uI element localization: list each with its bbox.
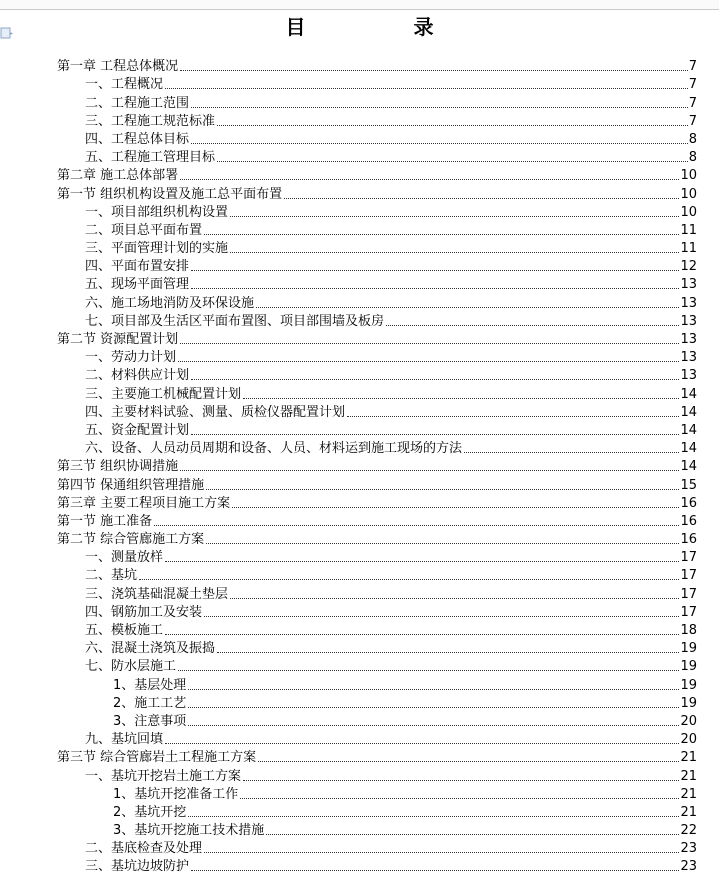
toc-entry-label: 二、项目总平面布置 xyxy=(85,222,203,238)
toc-entry[interactable] xyxy=(57,165,697,183)
toc-entry-label: 三、基坑边坡防护 xyxy=(85,859,190,875)
toc-entry[interactable] xyxy=(57,838,697,856)
toc-entry-label: 二、基底检查及处理 xyxy=(85,841,203,857)
dot-leader xyxy=(191,143,688,144)
toc-entry-label: 第二节 资源配置计划 xyxy=(57,332,179,347)
toc-entry-page-number: 19 xyxy=(680,659,697,675)
toc-entry-page-number: 23 xyxy=(680,859,697,875)
toc-entry-page-number: 8 xyxy=(688,131,697,147)
toc-entry[interactable] xyxy=(57,511,697,529)
toc-entry-label: 二、工程施工范围 xyxy=(85,95,190,111)
toc-entry-label: 四、平面布置安排 xyxy=(85,259,190,275)
toc-entry[interactable] xyxy=(57,493,697,511)
toc-entry-page-number: 17 xyxy=(680,550,697,566)
toc-entry[interactable] xyxy=(57,602,697,620)
toc-entry-label: 3、基坑开挖施工技术措施 xyxy=(113,823,265,839)
toc-entry[interactable] xyxy=(57,765,697,783)
toc-entry[interactable] xyxy=(57,74,697,92)
toc-entry[interactable] xyxy=(57,711,697,729)
toc-entry-label: 一、劳动力计划 xyxy=(85,350,177,366)
toc-entry-label: 第四节 保通组织管理措施 xyxy=(57,477,205,493)
toc-entry-page-number: 10 xyxy=(680,168,697,184)
toc-entry-label: 二、基坑 xyxy=(85,568,138,584)
dot-leader xyxy=(206,489,679,490)
toc-entry[interactable] xyxy=(57,111,697,129)
toc-entry-page-number: 21 xyxy=(680,768,697,784)
toc-entry-label: 四、主要材料试验、测量、质检仪器配置计划 xyxy=(85,404,346,420)
dot-leader xyxy=(178,670,679,671)
dot-leader xyxy=(217,125,688,126)
toc-entry[interactable] xyxy=(57,456,697,474)
toc-entry-page-number: 8 xyxy=(688,150,697,166)
dot-leader xyxy=(180,70,688,71)
toc-entry[interactable] xyxy=(57,638,697,656)
toc-entry-label: 四、工程总体目标 xyxy=(85,131,190,147)
toc-entry-label: 2、基坑开挖 xyxy=(113,804,187,820)
toc-entry[interactable] xyxy=(57,329,697,347)
toc-entry[interactable] xyxy=(57,820,697,838)
toc-entry-label: 一、基坑开挖岩土施工方案 xyxy=(85,768,242,784)
dot-leader xyxy=(188,689,679,690)
dot-leader xyxy=(191,434,679,435)
toc-entry[interactable] xyxy=(57,129,697,147)
dot-leader xyxy=(230,598,679,599)
dot-leader xyxy=(386,325,679,326)
dot-leader xyxy=(165,743,679,744)
toc-entry-page-number: 20 xyxy=(680,713,697,729)
toc-entry-page-number: 13 xyxy=(680,332,697,347)
toc-entry-label: 第三章 主要工程项目施工方案 xyxy=(57,495,231,511)
toc-entry-page-number: 13 xyxy=(680,350,697,366)
toc-entry[interactable] xyxy=(57,202,697,220)
toc-entry-page-number: 7 xyxy=(688,113,697,129)
toc-entry-label: 一、测量放样 xyxy=(85,550,164,566)
toc-entry-page-number: 17 xyxy=(680,604,697,620)
toc-entry-page-number: 19 xyxy=(680,641,697,657)
toc-entry-page-number: 12 xyxy=(680,259,697,275)
toc-entry[interactable] xyxy=(57,220,697,238)
toc-entry-page-number: 16 xyxy=(680,513,697,529)
dot-leader xyxy=(188,725,679,726)
dot-leader xyxy=(284,198,679,199)
toc-entry-label: 1、基层处理 xyxy=(113,677,187,693)
dot-leader xyxy=(180,343,679,344)
toc-entry-page-number: 10 xyxy=(680,204,697,220)
toc-entry[interactable] xyxy=(57,529,697,547)
toc-entry[interactable] xyxy=(57,674,697,692)
dot-leader xyxy=(256,307,679,308)
dot-leader xyxy=(266,834,679,835)
toc-entry[interactable] xyxy=(57,311,697,329)
toc-entry-label: 第一章 工程总体概况 xyxy=(57,59,179,75)
toc-entry-label: 七、项目部及生活区平面布置图、项目部围墙及板房 xyxy=(85,313,385,329)
toc-entry-label: 三、工程施工规范标准 xyxy=(85,113,216,129)
dot-leader xyxy=(188,816,679,817)
toc-entry-page-number: 7 xyxy=(688,59,697,75)
dot-leader xyxy=(178,361,679,362)
dot-leader xyxy=(347,416,679,417)
toc-entry-label: 四、钢筋加工及安装 xyxy=(85,604,203,620)
toc-entry-page-number: 18 xyxy=(680,623,697,638)
toc-entry-label: 2、施工工艺 xyxy=(113,695,187,711)
toc-entry[interactable] xyxy=(57,784,697,802)
toc-entry[interactable] xyxy=(57,183,697,201)
toc-entry-page-number: 7 xyxy=(688,95,697,111)
toc-entry-page-number: 11 xyxy=(680,222,697,238)
toc-entry[interactable] xyxy=(57,656,697,674)
toc-entry[interactable] xyxy=(57,565,697,583)
dot-leader xyxy=(165,88,688,89)
dot-leader xyxy=(154,525,679,526)
dot-leader xyxy=(204,852,679,853)
dot-leader xyxy=(139,579,679,580)
toc-entry-page-number: 15 xyxy=(680,477,697,493)
toc-entry-page-number: 20 xyxy=(680,732,697,748)
toc-entry-page-number: 13 xyxy=(680,313,697,329)
dot-leader xyxy=(188,707,679,708)
toc-entry[interactable] xyxy=(57,547,697,565)
toc-entry[interactable] xyxy=(57,747,697,765)
toc-entry-label: 六、混凝土浇筑及振捣 xyxy=(85,641,216,657)
toc-entry-label: 九、基坑回填 xyxy=(85,732,164,748)
toc-entry[interactable] xyxy=(57,802,697,820)
dot-leader xyxy=(191,288,679,289)
toc-entry-label: 三、平面管理计划的实施 xyxy=(85,241,229,257)
dot-leader xyxy=(258,761,679,762)
dot-leader xyxy=(230,252,679,253)
dot-leader xyxy=(204,616,679,617)
dot-leader xyxy=(191,270,679,271)
dot-leader xyxy=(217,652,679,653)
toc-entry[interactable] xyxy=(57,402,697,420)
toc-entry-label: 六、施工场地消防及环保设施 xyxy=(85,295,255,311)
toc-entry-page-number: 10 xyxy=(680,186,697,202)
toc-entry-label: 第一节 施工准备 xyxy=(57,513,153,529)
dot-leader xyxy=(230,216,679,217)
toc-entry-page-number: 17 xyxy=(680,568,697,584)
toc-entry-label: 六、设备、人员动员周期和设备、人员、材料运到施工现场的方法 xyxy=(85,441,463,457)
toc-entry-page-number: 11 xyxy=(680,241,697,257)
dot-leader xyxy=(243,780,679,781)
toc-entry-page-number: 13 xyxy=(680,368,697,384)
toc-entry[interactable] xyxy=(57,365,697,383)
toc-entry-label: 五、模板施工 xyxy=(85,623,164,638)
toc-entry-label: 1、基坑开挖准备工作 xyxy=(113,786,239,802)
toc-entry-label: 一、工程概况 xyxy=(85,77,164,93)
toc-entry-label: 五、工程施工管理目标 xyxy=(85,150,216,166)
toc-entry-page-number: 22 xyxy=(680,823,697,839)
toc-entry-page-number: 7 xyxy=(688,77,697,93)
toc-entry[interactable] xyxy=(57,729,697,747)
toc-entry[interactable] xyxy=(57,693,697,711)
toc-entry-page-number: 17 xyxy=(680,586,697,602)
dot-leader xyxy=(232,507,679,508)
dot-leader xyxy=(180,179,679,180)
toc-entry[interactable] xyxy=(57,474,697,492)
toc-entry-page-number: 21 xyxy=(680,786,697,802)
toc-entry-page-number: 21 xyxy=(680,750,697,766)
toc-entry-label: 三、主要施工机械配置计划 xyxy=(85,386,242,402)
toc-entry-label: 第二节 综合管廊施工方案 xyxy=(57,532,205,548)
toc-entry-page-number: 16 xyxy=(680,495,697,511)
dot-leader xyxy=(206,543,679,544)
dot-leader xyxy=(204,234,679,235)
toc-entry-page-number: 14 xyxy=(680,404,697,420)
toc-entry-page-number: 13 xyxy=(680,277,697,293)
dot-leader xyxy=(243,398,679,399)
toc-entry[interactable] xyxy=(57,856,697,874)
dot-leader xyxy=(191,870,679,871)
toc-entry-page-number: 14 xyxy=(680,441,697,457)
toc-entry[interactable] xyxy=(57,583,697,601)
toc-entry-label: 第二章 施工总体部署 xyxy=(57,168,179,184)
dot-leader xyxy=(240,798,679,799)
toc-entry-label: 第三节 组织协调措施 xyxy=(57,459,179,475)
dot-leader xyxy=(217,161,688,162)
toc-entry[interactable] xyxy=(57,256,697,274)
toc-entry-label: 三、浇筑基础混凝土垫层 xyxy=(85,586,229,602)
toc-entry[interactable] xyxy=(57,420,697,438)
toc-entry[interactable] xyxy=(57,347,697,365)
toc-entry-label: 3、注意事项 xyxy=(113,713,187,729)
toc-entry[interactable] xyxy=(57,147,697,165)
dot-leader xyxy=(464,452,679,453)
toc-entry-page-number: 19 xyxy=(680,695,697,711)
dot-leader xyxy=(191,107,688,108)
toc-entry-page-number: 14 xyxy=(680,422,697,438)
toc-entry-label: 七、防水层施工 xyxy=(85,659,177,675)
toc-entry-label: 五、现场平面管理 xyxy=(85,277,190,293)
toc-entry[interactable] xyxy=(57,274,697,292)
toc-entry[interactable] xyxy=(57,383,697,401)
toc-entry[interactable] xyxy=(57,238,697,256)
toc-entry[interactable] xyxy=(57,56,697,74)
window-top-strip xyxy=(0,0,719,10)
toc-entry-label: 一、项目部组织机构设置 xyxy=(85,204,229,220)
toc-entry-label: 第一节 组织机构设置及施工总平面布置 xyxy=(57,186,283,202)
dot-leader xyxy=(180,470,679,471)
toc-entry-page-number: 19 xyxy=(680,677,697,693)
toc-entry[interactable] xyxy=(57,438,697,456)
toc-entry-page-number: 16 xyxy=(680,532,697,548)
page-title: 目 录 xyxy=(285,15,478,39)
toc-entry-page-number: 14 xyxy=(680,459,697,475)
toc-entry-page-number: 21 xyxy=(680,804,697,820)
toc-entry-page-number: 13 xyxy=(680,295,697,311)
toc-entry-page-number: 23 xyxy=(680,841,697,857)
table-of-contents xyxy=(57,56,697,874)
toc-entry-label: 二、材料供应计划 xyxy=(85,368,190,384)
dot-leader xyxy=(191,379,679,380)
toc-entry[interactable] xyxy=(57,92,697,110)
toc-entry[interactable] xyxy=(57,620,697,638)
toc-entry-page-number: 14 xyxy=(680,386,697,402)
toc-entry[interactable] xyxy=(57,292,697,310)
dot-leader xyxy=(165,561,679,562)
dot-leader xyxy=(165,634,679,635)
toc-entry-label: 第三节 综合管廊岩土工程施工方案 xyxy=(57,750,257,766)
toc-entry-label: 五、资金配置计划 xyxy=(85,422,190,438)
